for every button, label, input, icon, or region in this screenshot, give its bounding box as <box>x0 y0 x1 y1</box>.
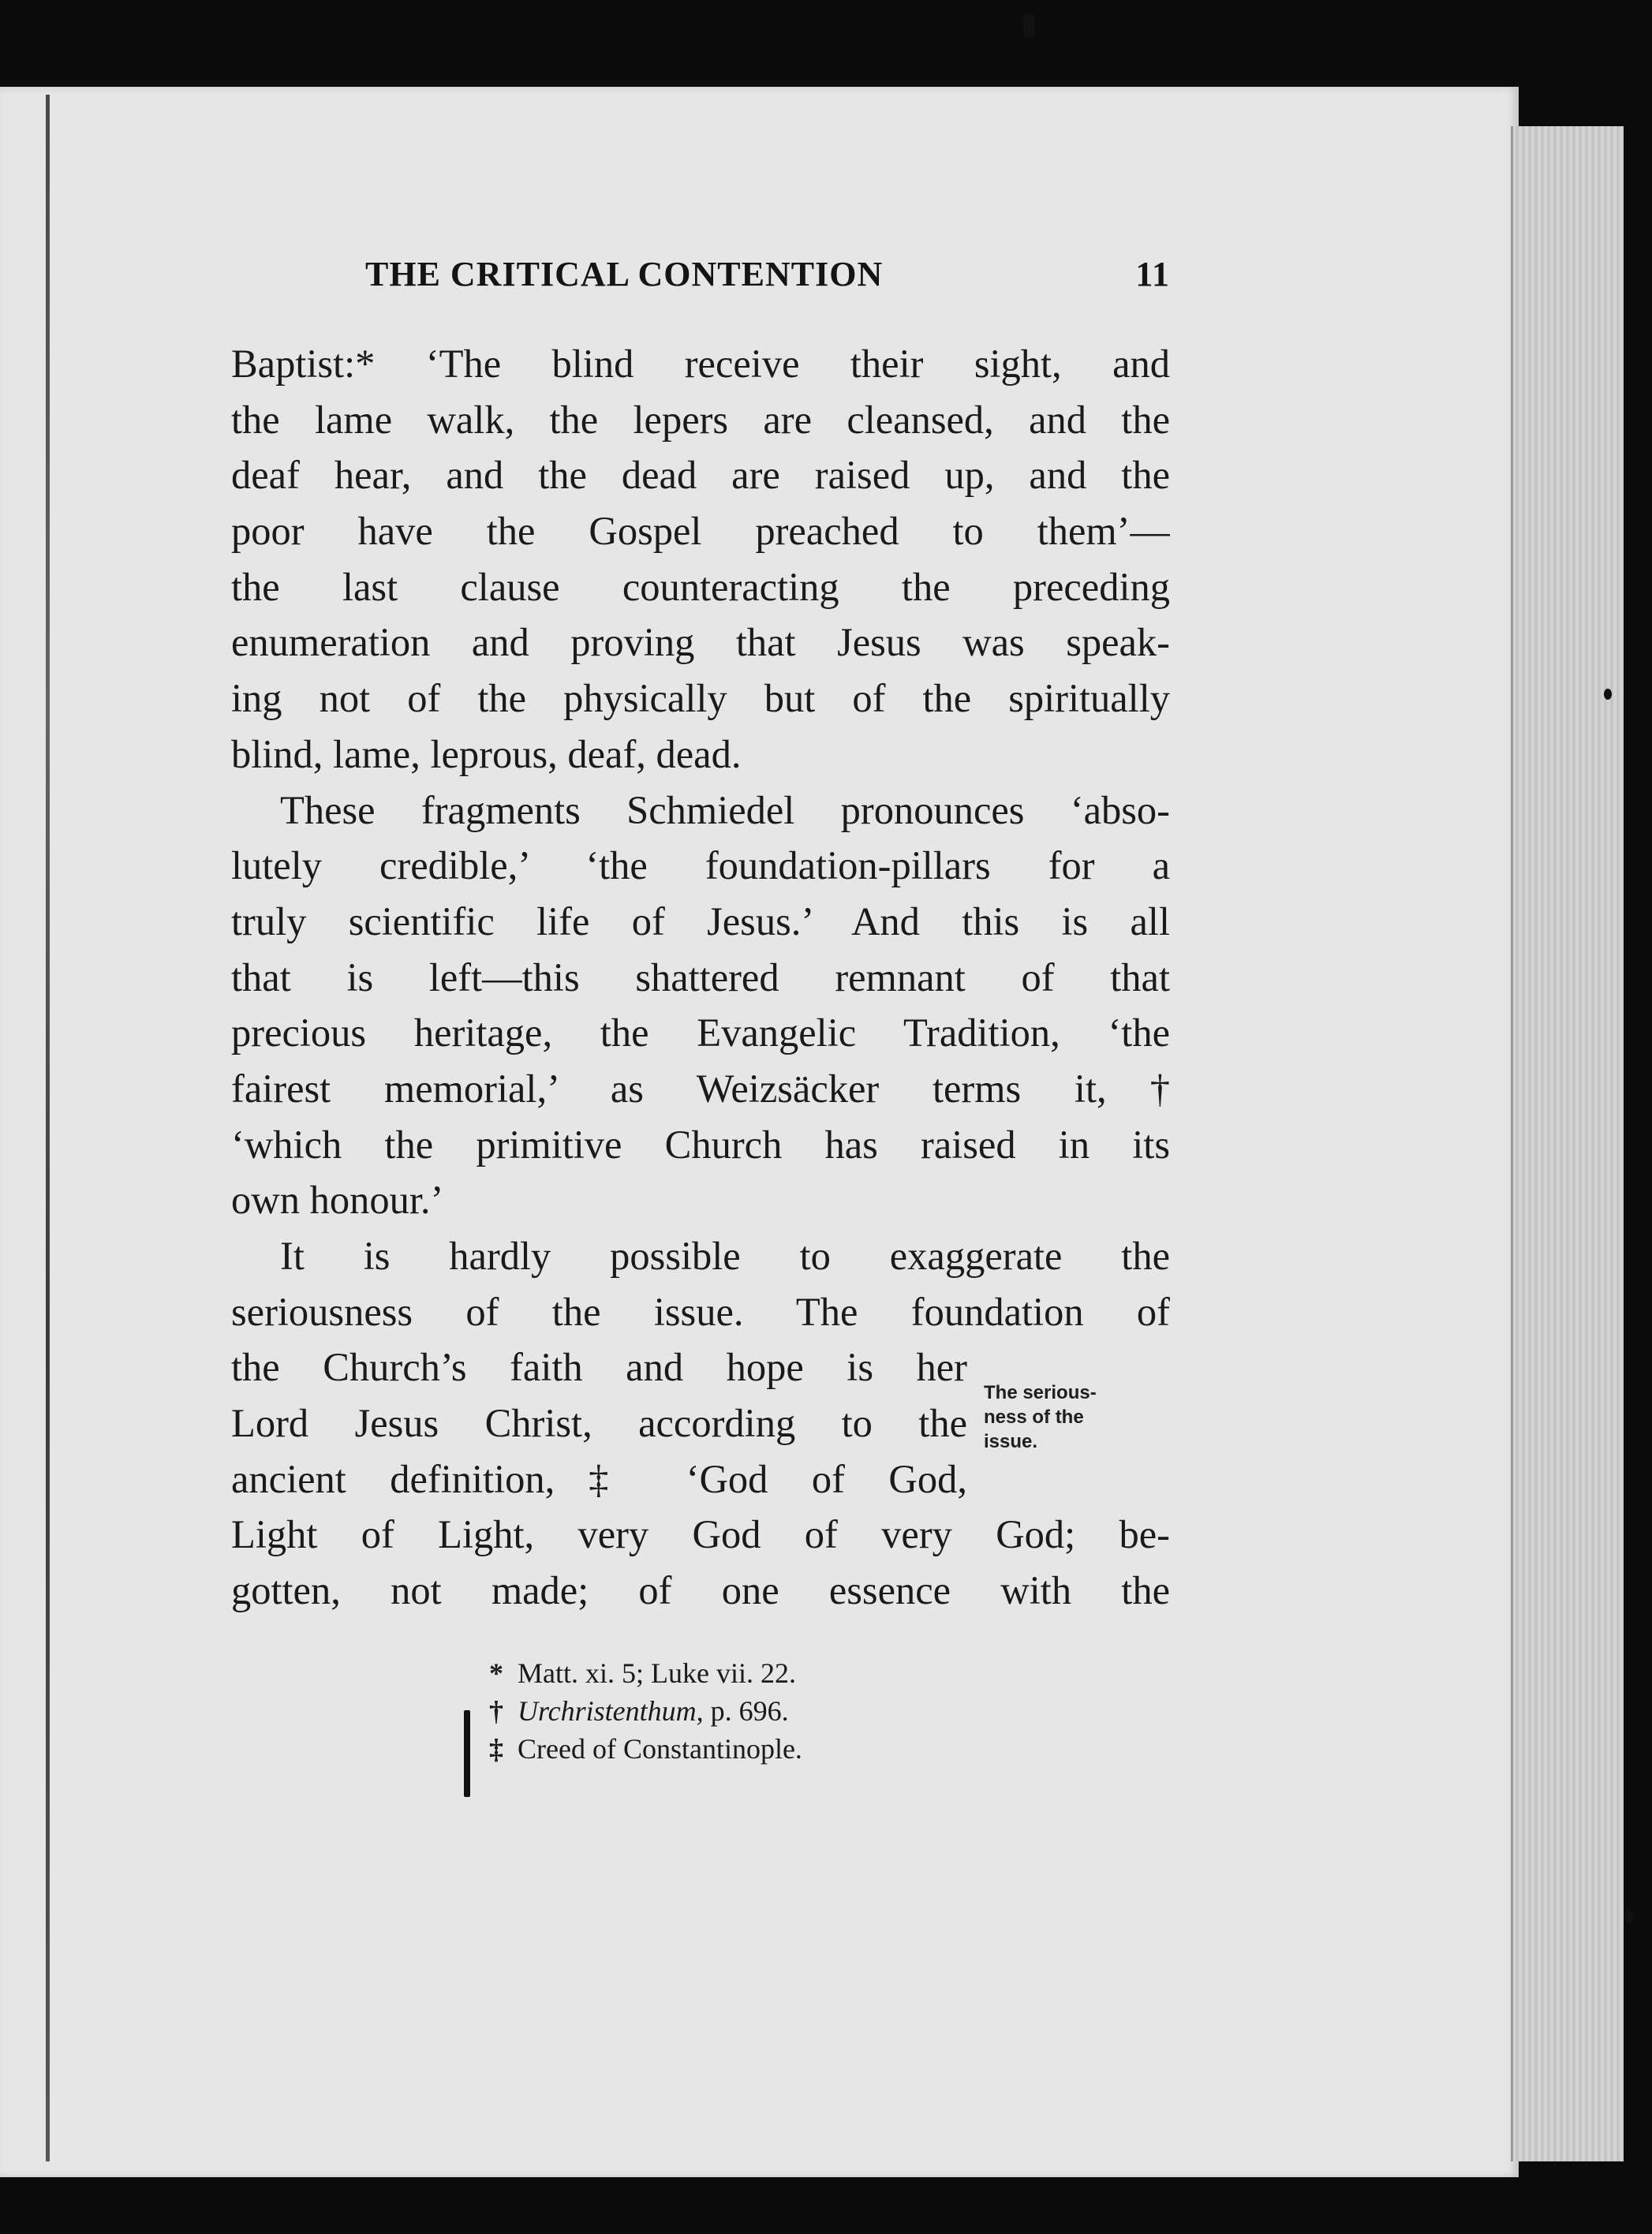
footnote-title: Urchristenthum, <box>518 1695 704 1727</box>
margin-note: The serious- ness of the issue. <box>984 1382 1097 1452</box>
text-line: These fragments Schmiedel pronounces ‘abso- <box>280 787 1170 832</box>
footnote <box>489 1730 1120 1768</box>
text-line: Baptist:* ‘The blind receive their sight, and <box>231 342 1170 386</box>
footnote-text: Matt. xi. 5; Luke vii. 22. <box>518 1657 796 1689</box>
text-line: truly scientific life of Jesus.’ And this is all <box>231 898 1170 943</box>
text-line: blind, lame, leprous, deaf, dead. <box>231 731 742 776</box>
text-line: that is left—this shattered remnant of that <box>231 954 1170 999</box>
text-line: ‘which the primitive Church has raised in its <box>231 1122 1170 1167</box>
text-line: poor have the Gospel preached to them’— <box>231 509 1170 554</box>
page-edges <box>1511 126 1624 2161</box>
scan-speck <box>1023 14 1034 38</box>
text-line: fairest memorial,’ as Weizsäcker terms it,† <box>231 1066 1170 1111</box>
text-line: the lame walk, the lepers are cleansed, and the <box>231 397 1170 442</box>
footnote-mark: * <box>489 1657 503 1689</box>
footnote-text: p. 696. <box>703 1695 789 1727</box>
footnote <box>489 1692 1120 1730</box>
running-title: THE CRITICAL CONTENTION <box>365 255 884 293</box>
footnote <box>489 1654 1120 1692</box>
text-line: seriousness of the issue. The foundation of <box>231 1289 1170 1334</box>
text-line: precious heritage, the Evangelic Tradition, ‘the <box>231 1011 1170 1055</box>
text-line: Light of Light, very God of very God; be- <box>231 1512 1170 1557</box>
text-line: It is hardly possible to exaggerate the <box>280 1234 1170 1278</box>
text-line: gotten, not made; of one essence with the <box>231 1568 1170 1613</box>
text-line: deaf hear, and the dead are raised up, and the <box>231 453 1170 498</box>
page-number: 11 <box>1135 255 1170 293</box>
scan-speck <box>1625 1909 1633 1923</box>
text-line: the Church’s faith and hope is her <box>231 1345 967 1390</box>
text-line: the last clause counteracting the preceding <box>231 564 1170 609</box>
footnotes <box>489 1654 1120 1768</box>
scan-speck <box>1604 689 1612 700</box>
text-line: ancient definition,‡ ‘God of God, <box>231 1456 967 1501</box>
text-line: ing not of the physically but of the spiritually <box>231 676 1170 721</box>
spine-shadow <box>46 95 50 2161</box>
footnote-text: Creed of Constantinople. <box>518 1733 802 1765</box>
text-line: lutely credible,’ ‘the foundation-pillars for a <box>231 843 1170 888</box>
text-line: own honour.’ <box>231 1178 444 1223</box>
text-line: enumeration and proving that Jesus was speak- <box>231 620 1170 665</box>
footnote-mark: ‡ <box>489 1733 503 1765</box>
footnote-mark: † <box>489 1695 503 1727</box>
ink-mark <box>464 1710 470 1797</box>
text-line: Lord Jesus Christ, according to the <box>231 1401 967 1446</box>
running-head <box>231 254 1170 301</box>
